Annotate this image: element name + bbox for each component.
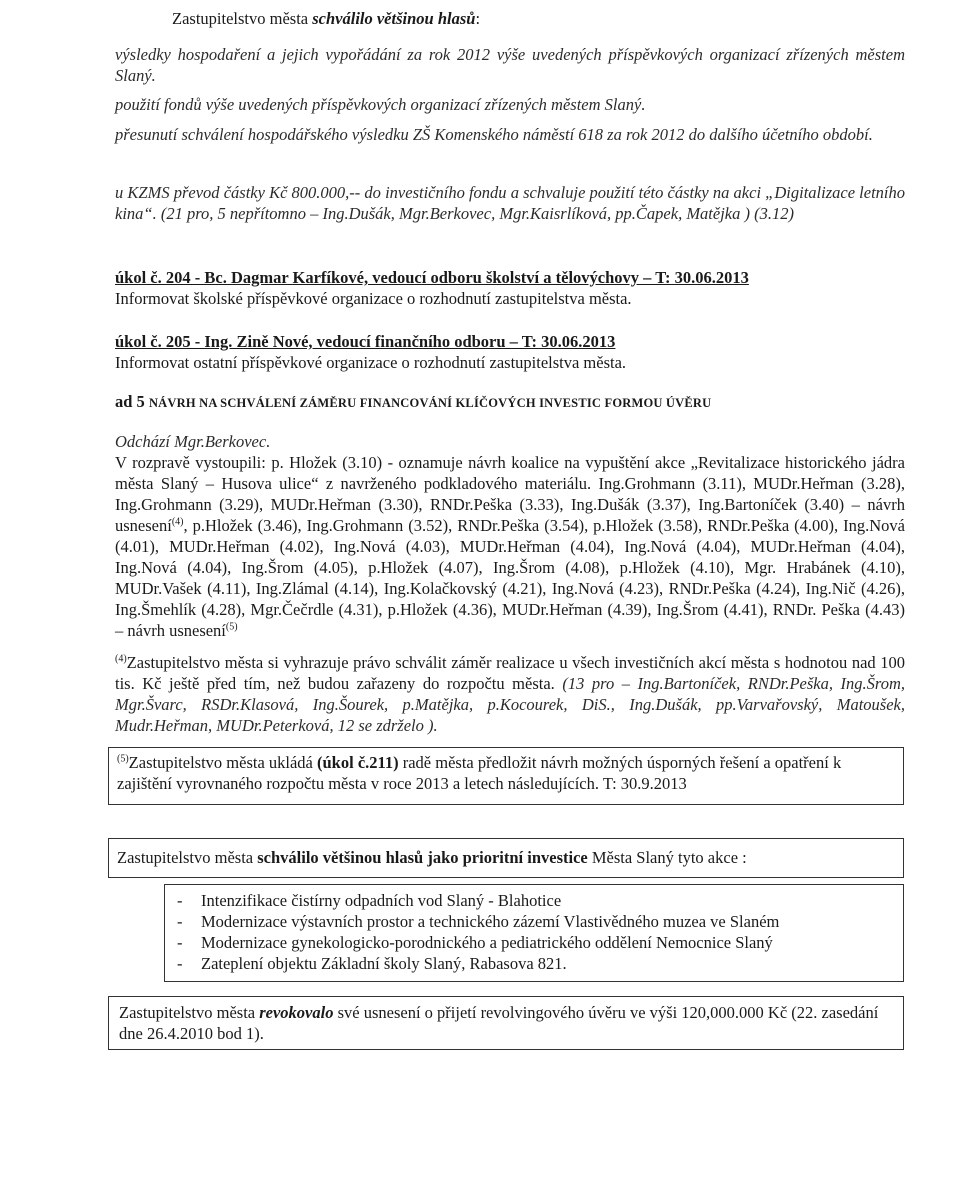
investment-list	[169, 890, 899, 974]
box1-task-ref: (úkol č.211)	[317, 753, 399, 772]
box2-text-a: Zastupitelstvo města	[117, 848, 258, 867]
resolution-box-task-211	[108, 747, 904, 805]
investment-item-3: - Modernizace gynekologicko-porodnického a pediatrického oddělení Nemocnice Slaný	[169, 932, 899, 953]
discussion-text-a: V rozpravě vystoupili: p. Hložek (3.10) - oznamuje návrh koalice na vypuštění akce „Revitalizace historického jádra města Slaný – Husova ulice“ z navrženého podkladového materiálu. Ing.Grohmann (3.11), MUDr.Heřman (3.28), Ing.Grohmann (3.29), MUDr.Heřman (3.30), RNDr.Peška (3.33), Ing.Dušák (3.37), Ing.Bartoníček (3.40) – návrh usnesení	[115, 453, 905, 535]
section-heading	[115, 391, 905, 414]
investment-item-4: - Zateplení objektu Základní školy Slaný, Rabasova 821.	[169, 953, 899, 974]
reservation-paragraph	[115, 652, 905, 736]
box1-footnote: (5)	[117, 753, 129, 765]
header-suffix: :	[475, 9, 481, 28]
task-205	[115, 331, 905, 373]
approved-item-1: výsledky hospodaření a jejich vypořádání za rok 2012 výše uvedených příspěvkových organizací zřízených městem Slaný.	[115, 45, 905, 85]
footnote-ref-5: (5)	[225, 621, 238, 633]
box4-text-a: Zastupitelstvo města	[119, 1003, 260, 1022]
task-205-text: Informovat ostatní příspěvkové organizace o rozhodnutí zastupitelstva města.	[115, 353, 627, 372]
reservation-footnote: (4)	[115, 653, 127, 665]
header-verdict: schválilo většinou hlasů	[312, 9, 476, 28]
box4-verdict: revokovalo	[259, 1003, 334, 1022]
departure-note: Odchází Mgr.Berkovec.	[115, 432, 271, 451]
section-number: ad 5	[115, 392, 145, 411]
discussion-paragraph	[115, 452, 905, 641]
box4-text-b: své usnesení o přijetí revolvingového úvěru ve výši 120,000.000 Kč (22. zasedání dne 26.4.2010 bod 1).	[119, 1003, 879, 1043]
resolution-box-priority	[108, 838, 904, 878]
investment-list-box	[164, 884, 904, 982]
box2-text-b: Města Slaný tyto akce :	[587, 848, 747, 867]
investment-item-1: - Intenzifikace čistírny odpadních vod Slaný - Blahotice	[169, 890, 899, 911]
header-prefix: Zastupitelstvo města	[172, 9, 313, 28]
approved-item-2: použití fondů výše uvedených příspěvkových organizací zřízených městem Slaný.	[115, 95, 646, 114]
task-204-text: Informovat školské příspěvkové organizace o rozhodnutí zastupitelstva města.	[115, 289, 632, 308]
investment-item-2: - Modernizace výstavních prostor a technického zázemí Vlastivědného muzea ve Slaném	[169, 911, 899, 932]
box2-bold: schválilo většinou hlasů jako prioritní investice	[257, 848, 588, 867]
resolution-box-revocation	[108, 996, 904, 1050]
discussion-text-b: , p.Hložek (3.46), Ing.Grohmann (3.52), RNDr.Peška (3.54), p.Hložek (3.58), RNDr.Peška (4.00), Ing.Nová (4.01), MUDr.Heřman (4.02), Ing.Nová (4.03), MUDr.Heřman (4.04), Ing.Nová (4.04), MUDr.Heřman (4.04), Ing.Nová (4.04), Ing.Šrom (4.05), p.Hložek (4.07), Ing.Šrom (4.08), p.Hložek (4.10), Mgr. Hrabánek (4.10), MUDr.Vašek (4.11), Ing.Zlámal (4.14), Ing.Kolačkovský (4.21), Ing.Nová (4.23), RNDr.Peška (4.24), Ing.Nič (4.26), Ing.Šmehlík (4.28), Mgr.Čečrdle (4.31), p.Hložek (4.36), MUDr.Heřman (4.39), Ing.Šrom (4.41), RNDr. Peška (4.43) – návrh usnesení	[115, 516, 905, 640]
approved-item-3: přesunutí schválení hospodářského výsledku ZŠ Komenského náměstí 618 za rok 2012 do dalšího účetního období.	[115, 125, 873, 144]
approved-item-4: u KZMS převod částky Kč 800.000,-- do investičního fondu a schvaluje použití této částky na akci „Digitalizace letního kina“. (21 pro, 5 nepřítomno – Ing.Dušák, Mgr.Berkovec, Mgr.Kaisrlíková, pp.Čapek, Matějka ) (3.12)	[115, 183, 905, 223]
approval-header	[172, 8, 902, 29]
task-204-label: úkol č. 204 - Bc. Dagmar Karfíkové, vedoucí odboru školství a tělovýchovy – T: 30.06.2013	[115, 268, 749, 287]
task-204	[115, 267, 905, 309]
box1-text-a: Zastupitelstvo města ukládá	[128, 753, 318, 772]
reservation-vote: (13 pro – Ing.Bartoníček, RNDr.Peška, Ing.Šrom, Mgr.Švarc, RSDr.Klasová, Ing.Šourek, p.Matějka, p.Kocourek, DiS., Ing.Dušák, pp.Varvařovský, Matoušek, Mudr.Heřman, MUDr.Peterková, 12 se zdrželo ).	[115, 674, 906, 735]
box1-text-b: radě města předložit návrh možných úsporných řešení a opatření k zajištění vyrovnaného rozpočtu města v roce 2013 a letech následujících. T: 30.9.2013	[117, 753, 842, 793]
section-title: NÁVRH NA SCHVÁLENÍ ZÁMĚRU FINANCOVÁNÍ KLÍČOVÝCH INVESTIC FORMOU ÚVĚRU	[148, 396, 712, 410]
footnote-ref-4: (4)	[171, 516, 184, 528]
task-205-label: úkol č. 205 - Ing. Zině Nové, vedoucí finančního odboru – T: 30.06.2013	[115, 332, 616, 351]
reservation-text: Zastupitelstvo města si vyhrazuje právo schválit záměr realizace u všech investičních akcí města s hodnotou nad 100 tis. Kč ještě před tím, než budou zařazeny do rozpočtu města.	[115, 653, 905, 693]
